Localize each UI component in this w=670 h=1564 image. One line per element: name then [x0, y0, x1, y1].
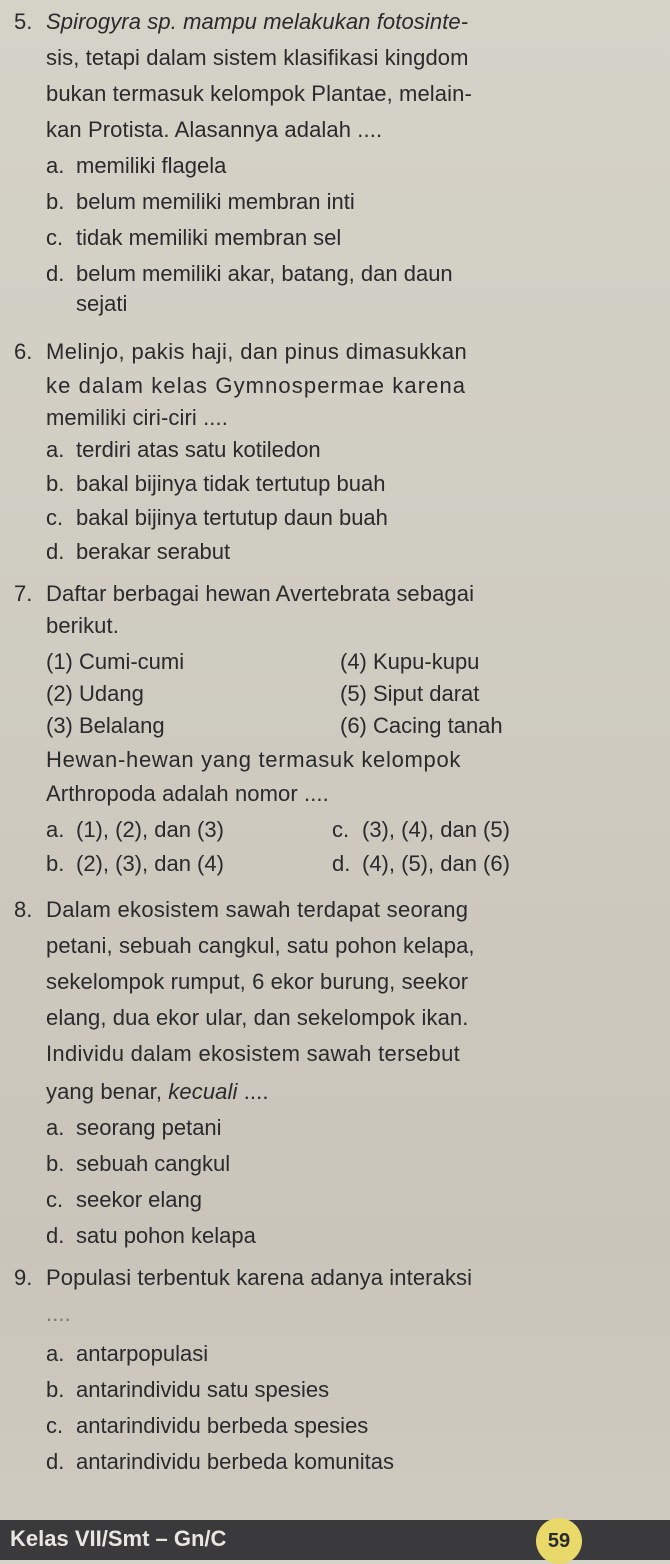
question-number: 5. [14, 9, 33, 34]
question-text-line: kan Protista. Alasannya adalah .... [46, 117, 383, 142]
question-text-line: Hewan-hewan yang termasuk kelompok [46, 747, 462, 772]
question-text-line: berikut. [46, 613, 119, 638]
question-text-line: Dalam ekosistem sawah terdapat seorang [46, 897, 469, 922]
question-text-line: ke dalam kelas Gymnospermae karena [46, 373, 467, 398]
option-c: c. seekor elang [46, 1187, 202, 1212]
page-number: 59 [536, 1518, 582, 1564]
option-d: d. antarindividu berbeda komunitas [46, 1449, 394, 1474]
option-c: c. tidak memiliki membran sel [46, 225, 342, 250]
question-text-line: Spirogyra sp. mampu melakukan fotosinte- [46, 9, 469, 34]
question-text-line: .... [46, 1301, 71, 1326]
question-number: 6. [14, 339, 33, 364]
option-b: b. belum memiliki membran inti [46, 189, 355, 214]
option-b: b. bakal bijinya tidak tertutup buah [46, 471, 386, 496]
question-text-line: petani, sebuah cangkul, satu pohon kelapa, [46, 933, 475, 958]
option-c: c. (3), (4), dan (5) [332, 817, 510, 842]
list-item: (6) Cacing tanah [340, 713, 503, 738]
list-item: (2) Udang [46, 681, 144, 706]
option-d: d. satu pohon kelapa [46, 1223, 256, 1248]
option-d: d. belum memiliki akar, batang, dan daun [46, 261, 453, 286]
list-item: (4) Kupu-kupu [340, 649, 480, 674]
question-text-line: Daftar berbagai hewan Avertebrata sebagai [46, 581, 475, 606]
question-number: 7. [14, 581, 33, 606]
question-text-line: yang benar, kecuali .... [46, 1079, 269, 1104]
question-text-line: elang, dua ekor ular, dan sekelompok ikan. [46, 1005, 469, 1030]
question-text-line: Populasi terbentuk karena adanya interaksi [46, 1265, 473, 1290]
list-item: (5) Siput darat [340, 681, 480, 706]
question-text-line: sis, tetapi dalam sistem klasifikasi kingdom [46, 45, 469, 70]
question-text-line: bukan termasuk kelompok Plantae, melain- [46, 81, 472, 106]
footer-label: Kelas VII/Smt – Gn/C [10, 1526, 227, 1551]
option-a: a. (1), (2), dan (3) [46, 817, 224, 842]
option-b: b. (2), (3), dan (4) [46, 851, 224, 876]
option-a: a. seorang petani [46, 1115, 222, 1140]
list-item: (3) Belalang [46, 713, 165, 738]
question-text-line: Individu dalam ekosistem sawah tersebut [46, 1041, 461, 1066]
option-d: d. (4), (5), dan (6) [332, 851, 510, 876]
question-text-line: Melinjo, pakis haji, dan pinus dimasukkan [46, 339, 468, 364]
option-a: a. antarpopulasi [46, 1341, 209, 1366]
option-b: b. sebuah cangkul [46, 1151, 231, 1176]
question-text-line: sekelompok rumput, 6 ekor burung, seekor [46, 969, 469, 994]
option-a: a. terdiri atas satu kotiledon [46, 437, 321, 462]
question-number: 8. [14, 897, 33, 922]
option-b: b. antarindividu satu spesies [46, 1377, 330, 1402]
question-text-line: Arthropoda adalah nomor .... [46, 781, 329, 806]
option-a: a. memiliki flagela [46, 153, 227, 178]
option-c: c. bakal bijinya tertutup daun buah [46, 505, 388, 530]
question-text-line: memiliki ciri-ciri .... [46, 405, 228, 430]
list-item: (1) Cumi-cumi [46, 649, 185, 674]
option-c: c. antarindividu berbeda spesies [46, 1413, 369, 1438]
option-d: d. berakar serabut [46, 539, 231, 564]
option-d-continuation: sejati [76, 291, 128, 316]
question-number: 9. [14, 1265, 33, 1290]
